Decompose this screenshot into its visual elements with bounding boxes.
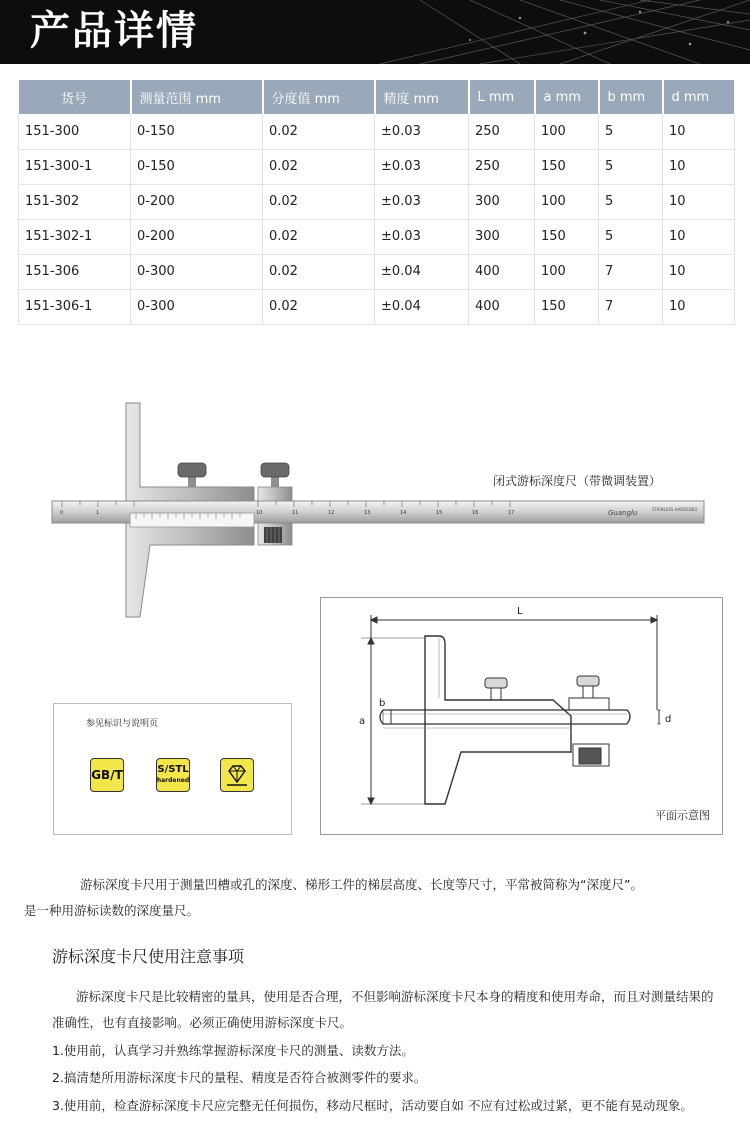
ruler-number: 15 [436,510,443,516]
table-cell: 150 [535,289,599,324]
table-cell: 0.02 [263,149,375,184]
depth-gauge-photo [40,395,720,625]
table-cell: 250 [469,149,535,184]
ruler-number: 10 [256,510,263,516]
diamond-icon [224,762,250,788]
table-cell: ±0.03 [375,219,469,254]
table-cell: 5 [599,149,663,184]
gbt-badge-label: GB/T [91,768,123,782]
note-item-1: 1.使用前，认真学习并熟练掌握游标深度卡尺的测量、读数方法。 [52,1043,414,1058]
table-cell: 0-200 [131,219,263,254]
table-row [19,219,735,254]
table-cell: 10 [663,219,735,254]
table-cell: 250 [469,114,535,149]
table-header-cell: 货号 [19,80,131,114]
dim-label-b: b [379,698,386,709]
table-header-cell: 测量范围 mm [131,80,263,114]
fine-adjust-screw [261,463,289,477]
stainless-badge [156,758,190,792]
table-header-row [19,80,735,114]
table-cell: 0.02 [263,289,375,324]
table-cell: 0-150 [131,149,263,184]
table-cell: 151-300-1 [19,149,131,184]
table-cell: 151-306-1 [19,289,131,324]
ruler-number: 1 [96,510,100,516]
dim-label-L: L [517,606,523,617]
table-cell: 150 [535,219,599,254]
note-item-2: 2.搞清楚所用游标深度卡尺的量程、精度是否符合被测零件的要求。 [52,1070,427,1085]
ruler-number: 11 [292,510,299,516]
ruler-number: 14 [400,510,407,516]
table-cell: 0-300 [131,289,263,324]
table-cell: 300 [469,184,535,219]
ruler-number: 13 [364,510,371,516]
table-cell: 7 [599,289,663,324]
table-row [19,289,735,324]
table-cell: 150 [535,149,599,184]
table-header-cell: d mm [663,80,735,114]
table-cell: ±0.04 [375,289,469,324]
table-cell: 0.02 [263,114,375,149]
table-cell: 151-302-1 [19,219,131,254]
intro-line-1: 游标深度卡尺用于测量凹槽或孔的深度、梯形工件的梯层高度、长度等尺寸，平常被简称为“深度尺”。 [80,877,643,892]
intro-paragraph [24,872,722,924]
table-header-cell: b mm [599,80,663,114]
table-row [19,254,735,289]
table-cell: ±0.03 [375,114,469,149]
header-banner [0,0,750,64]
table-cell: 0.02 [263,219,375,254]
table-header-cell: L mm [469,80,535,114]
standards-box [53,703,292,835]
table-cell: 100 [535,254,599,289]
table-cell: ±0.04 [375,254,469,289]
table-cell: 151-302 [19,184,131,219]
brand-mark: Guanglu [608,509,638,517]
table-cell: 0-150 [131,114,263,149]
table-header-cell: a mm [535,80,599,114]
ruler-number: 0 [60,510,64,516]
table-row [19,184,735,219]
dim-label-a: a [359,716,366,727]
spec-table [18,80,736,325]
table-row [19,114,735,149]
material-stamp: STAINLESS HARDENED [652,507,698,512]
ruler-number: 16 [472,510,479,516]
table-cell: 10 [663,114,735,149]
table-cell: 400 [469,289,535,324]
table-cell: ±0.03 [375,149,469,184]
table-cell: 5 [599,184,663,219]
schematic-drawing-box [320,597,723,835]
hardness-badge [220,758,254,792]
page-title: 产品详情 [30,8,198,54]
table-header-cell: 分度值 mm [263,80,375,114]
table-cell: 10 [663,289,735,324]
lock-screw [178,463,206,477]
notes-paragraph: 游标深度卡尺是比较精密的量具，使用是否合理，不但影响游标深度卡尺本身的精度和使用寿命，而且对测量结果的准确性，也有直接影响。必须正确使用游标深度卡尺。 [52,989,714,1030]
table-cell: 100 [535,114,599,149]
table-cell: 151-306 [19,254,131,289]
standards-title: 参见标识与说明页 [86,719,159,729]
sstl-badge-label: S/STL [157,764,189,775]
intro-line-2: 是一种用游标读数的深度量尺。 [24,903,200,918]
table-row [19,149,735,184]
ruler-number: 17 [508,510,515,516]
table-cell: 0.02 [263,184,375,219]
table-cell: 7 [599,254,663,289]
sstl-badge-sub: hardened [156,777,190,784]
table-cell: 400 [469,254,535,289]
photo-caption: 闭式游标深度尺（带微调装置） [493,474,662,488]
note-item-3: 3.使用前，检查游标深度卡尺应完整无任何损伤，移动尺框时，活动要自如 不应有过松或过紧，更不能有晃动现象。 [52,1098,693,1113]
table-cell: 0-200 [131,184,263,219]
table-cell: 0.02 [263,254,375,289]
schematic-caption: 平面示意图 [655,809,710,822]
table-cell: 10 [663,149,735,184]
schematic-drawing [321,598,724,836]
table-cell: 5 [599,114,663,149]
notes-heading: 游标深度卡尺使用注意事项 [52,947,245,966]
table-cell: 5 [599,219,663,254]
table-cell: 10 [663,184,735,219]
gbt-badge [90,758,124,792]
table-header-cell: 精度 mm [375,80,469,114]
table-cell: 10 [663,254,735,289]
table-cell: 300 [469,219,535,254]
dim-label-d: d [665,714,672,725]
table-cell: 100 [535,184,599,219]
table-cell: ±0.03 [375,184,469,219]
ruler-number: 12 [328,510,335,516]
table-cell: 0-300 [131,254,263,289]
table-cell: 151-300 [19,114,131,149]
